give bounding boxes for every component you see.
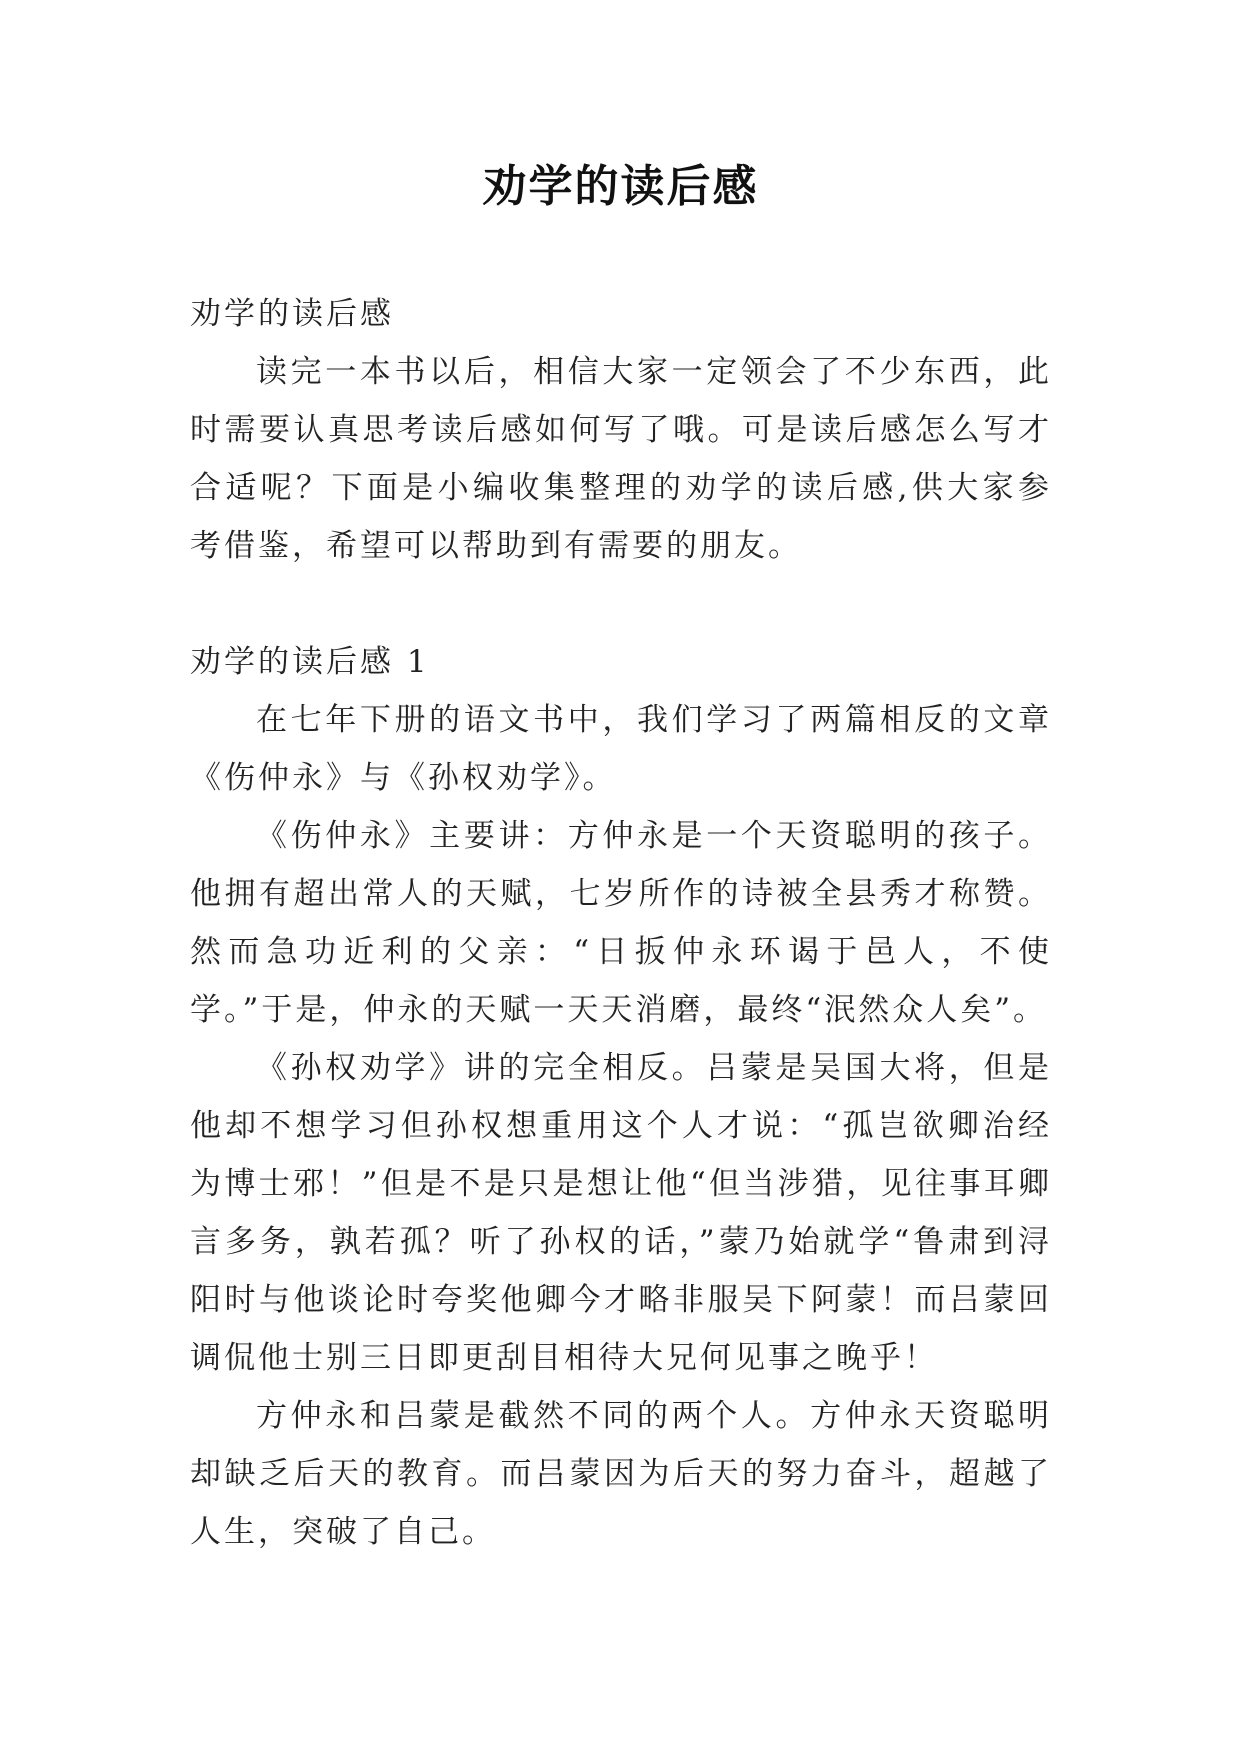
document-title: 劝学的读后感	[482, 161, 759, 212]
section-spacer	[190, 575, 1052, 633]
section1-paragraph-2: 《伤仲永》主要讲：方仲永是一个天资聪明的孩子。他拥有超出常人的天赋，七岁所作的诗被全县秀才称赞。然而急功近利的父亲：“日扳仲永环谒于邑人，不使学。”于是，仲永的天赋一天天消磨，最终“泯然众人矣”。	[190, 818, 1052, 1028]
intro-paragraph: 读完一本书以后，相信大家一定领会了不少东西，此时需要认真思考读后感如何写了哦。可是读后感怎么写才合适呢？下面是小编收集整理的劝学的读后感,供大家参考借鉴，希望可以帮助到有需要的朋友。	[190, 354, 1052, 564]
section1-heading: 劝学的读后感 1	[190, 644, 430, 680]
section1-paragraph-3: 《孙权劝学》讲的完全相反。吕蒙是吴国大将，但是他却不想学习但孙权想重用这个人才说：“孤岂欲卿治经为博士邪！”但是不是只是想让他“但当涉猎，见往事耳卿言多务，孰若孤？听了孙权的话，”蒙乃始就学“鲁肃到浔阳时与他谈论时夸奖他卿今才略非服吴下阿蒙！而吕蒙回调侃他士别三日即更刮目相待大兄何见事之晚乎！	[190, 1050, 1052, 1376]
intro-heading: 劝学的读后感	[190, 296, 394, 332]
section1-paragraph-1: 在七年下册的语文书中，我们学习了两篇相反的文章《伤仲永》与《孙权劝学》。	[190, 702, 1052, 796]
section1-paragraph-4: 方仲永和吕蒙是截然不同的两个人。方仲永天资聪明却缺乏后天的教育。而吕蒙因为后天的努力奋斗，超越了人生，突破了自己。	[190, 1398, 1052, 1550]
document-body	[190, 285, 1052, 1561]
